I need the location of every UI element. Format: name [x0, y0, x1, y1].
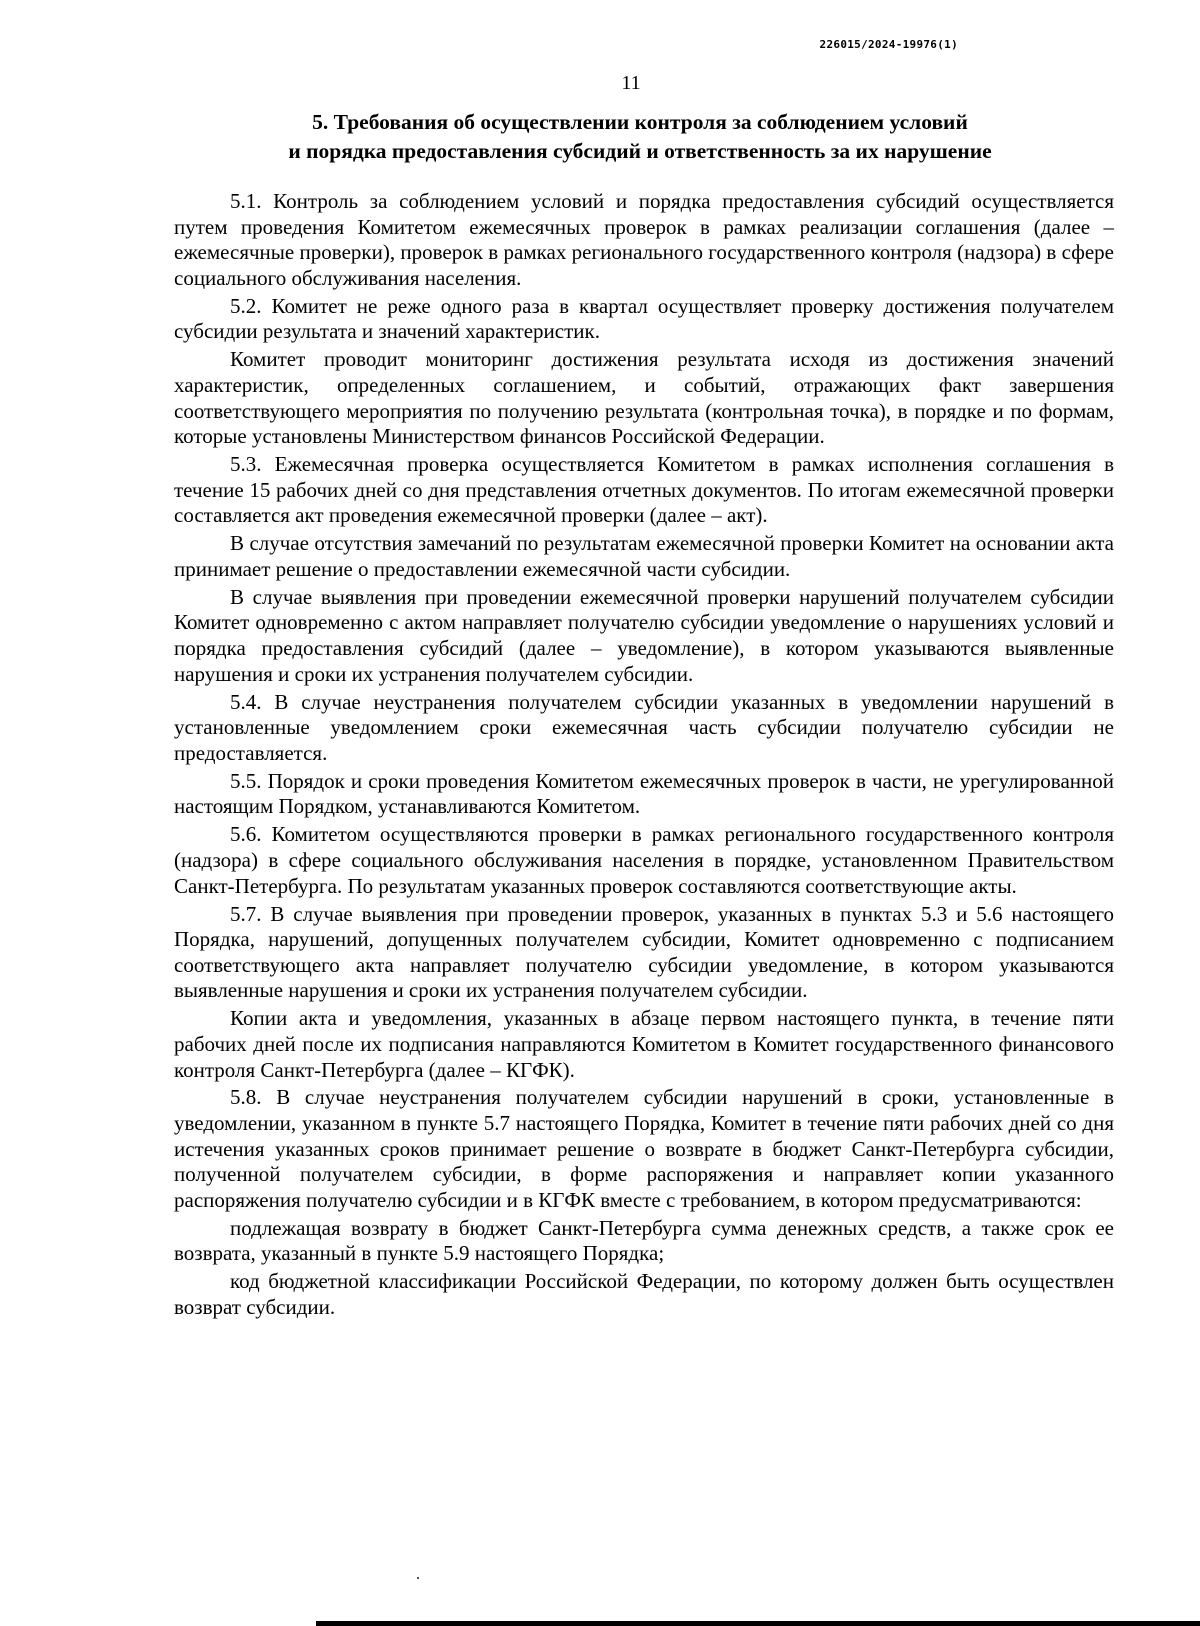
- paragraph-5-6: 5.6. Комитетом осуществляются проверки в рамках регионального государственного контроля (надзора) в сфере социального обслуживания населения в порядке, установленном Правительством Санкт-Петербурга. По результатам указанных проверок составляются соответствующие акты.: [174, 822, 1114, 898]
- paragraph-5-3: 5.3. Ежемесячная проверка осуществляется Комитетом в рамках исполнения соглашения в течение 15 рабочих дней со дня представления отчетных документов. По итогам ежемесячной проверки составляется акт проведения ежемесячной проверки (далее – акт).: [174, 452, 1114, 528]
- paragraph-budget-code: код бюджетной классификации Российской Федерации, по которому должен быть осуществлен возврат субсидии.: [174, 1269, 1114, 1320]
- document-registration-number: 226015/2024-19976(1): [819, 38, 958, 51]
- paragraph-5-4: 5.4. В случае неустранения получателем субсидии указанных в уведомлении нарушений в установленные уведомлением сроки ежемесячная часть субсидии получателю субсидии не предоставляется.: [174, 689, 1114, 765]
- scan-speck: [417, 1577, 419, 1579]
- paragraph-5-7: 5.7. В случае выявления при проведении проверок, указанных в пунктах 5.3 и 5.6 настоящего Порядка, нарушений, допущенных получателем субсидии, Комитет одновременно с подписанием соответствующего акта направляет получателю субсидии уведомление, в котором указываются выявленные нарушения и сроки их устранения получателем субсидии.: [174, 901, 1114, 1003]
- document-body: [174, 189, 1114, 1323]
- paragraph-copies: Копии акта и уведомления, указанных в абзаце первом настоящего пункта, в течение пяти рабочих дней после их подписания направляются Комитетом в Комитет государственного финансового контроля Санкт-Петербурга (далее – КГФК).: [174, 1006, 1114, 1082]
- paragraph-violations-detected: В случае выявления при проведении ежемесячной проверки нарушений получателем субсидии Комитет одновременно с актом направляет получателю субсидии уведомление о нарушениях условий и порядка предоставления субсидий (далее – уведомление), в котором указываются выявленные нарушения и сроки их устранения получателем субсидии.: [174, 584, 1114, 686]
- section-title-line-1: 5. Требования об осуществлении контроля за соблюдением условий: [312, 110, 968, 134]
- paragraph-monitoring: Комитет проводит мониторинг достижения результата исходя из достижения значений характеристик, определенных соглашением, и событий, отражающих факт завершения соответствующего мероприятия по получению результата (контрольная точка), в порядке и по формам, которые установлены Министерством финансов Российской Федерации.: [174, 347, 1114, 449]
- paragraph-5-1: 5.1. Контроль за соблюдением условий и порядка предоставления субсидий осуществляется путем проведения Комитетом ежемесячных проверок в рамках реализации соглашения (далее – ежемесячные проверки), проверок в рамках регионального государственного контроля (надзора) в сфере социального обслуживания населения.: [174, 189, 1114, 290]
- paragraph-no-remarks: В случае отсутствия замечаний по результатам ежемесячной проверки Комитет на основании акта принимает решение о предоставлении ежемесячной части субсидии.: [174, 531, 1114, 581]
- paragraph-5-5: 5.5. Порядок и сроки проведения Комитетом ежемесячных проверок в части, не урегулированной настоящим Порядком, устанавливаются Комитетом.: [174, 768, 1114, 819]
- section-title-line-2: и порядка предоставления субсидий и ответственность за их нарушение: [288, 139, 992, 163]
- paragraph-refund-amount: подлежащая возврату в бюджет Санкт-Петербурга сумма денежных средств, а также срок ее возврата, указанный в пункте 5.9 настоящего Порядка;: [174, 1215, 1114, 1266]
- paragraph-5-2: 5.2. Комитет не реже одного раза в квартал осуществляет проверку достижения получателем субсидии результата и значений характеристик.: [174, 293, 1114, 344]
- scan-edge-line: [316, 1621, 1200, 1626]
- paragraph-5-8: 5.8. В случае неустранения получателем субсидии нарушений в сроки, установленные в уведомлении, указанном в пункте 5.7 настоящего Порядка, Комитет в течение пяти рабочих дней со дня истечения указанных сроков принимает решение о возврате в бюджет Санкт-Петербурга субсидии, полученной получателем субсидии, в форме распоряжения и направляет копии указанного распоряжения получателю субсидии и в КГФК вместе с требованием, в котором предусматриваются:: [174, 1085, 1114, 1212]
- page-number: 11: [621, 72, 641, 94]
- section-title: [170, 108, 1110, 166]
